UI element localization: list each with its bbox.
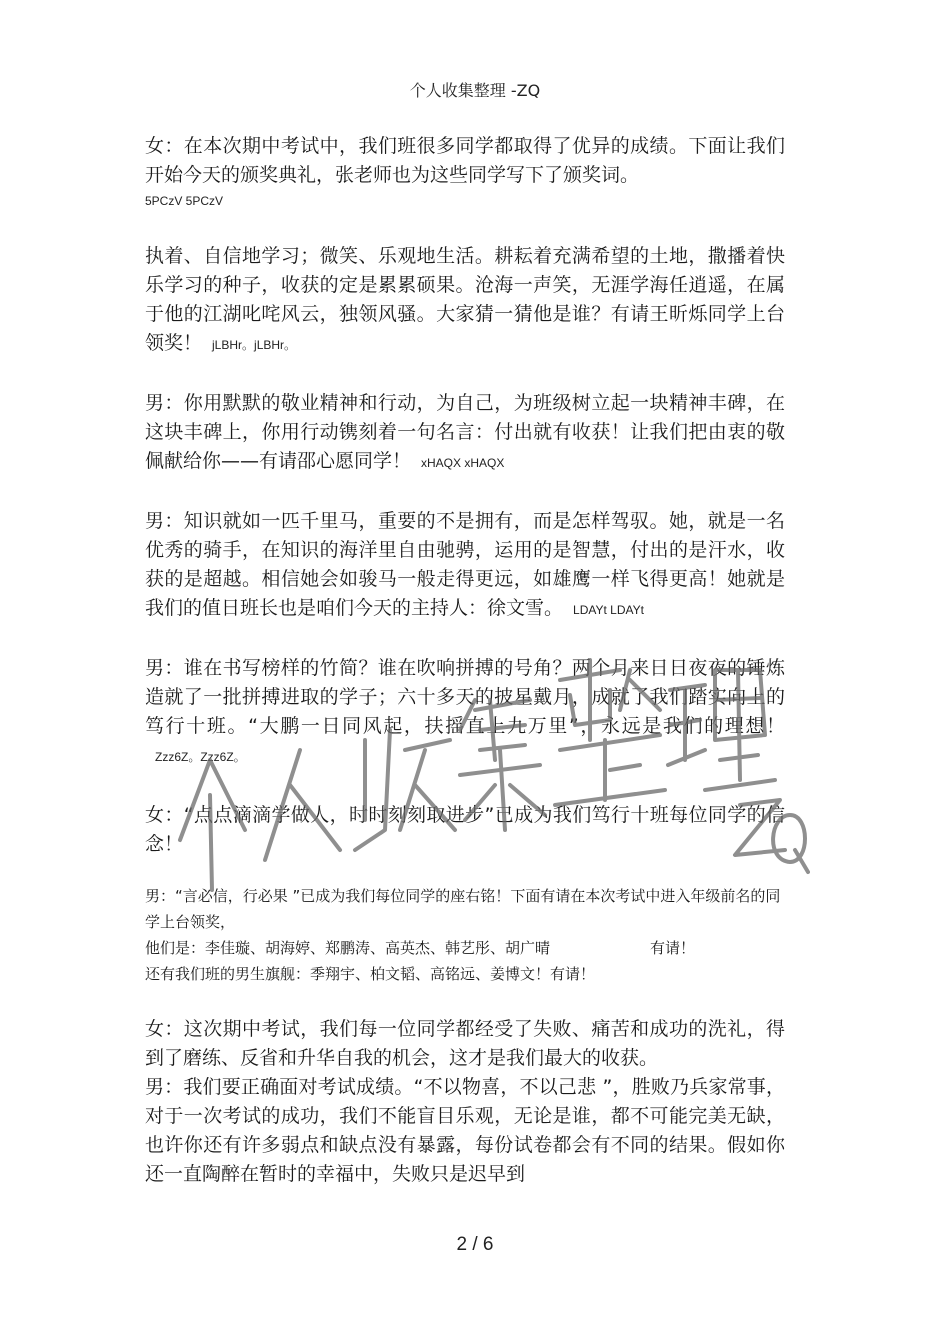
award-intro-line: 男：“言必信，行必果 ”已成为我们每位同学的座右铭！下面有请在本次考试中进入年级前名的同学上台领奖， bbox=[145, 887, 781, 931]
award-boys-line: 还有我们班的男生旗舰：季翔宇、柏文韬、高铭远、姜博文！有请！ bbox=[145, 965, 596, 983]
closing-paragraph-1: 女：这次期中考试，我们每一位同学都经受了失败、痛苦和成功的洗礼，得到了磨练、反省和升华自我的机会，这才是我们最大的收获。 bbox=[145, 1018, 785, 1069]
paragraph-1-text: 女：在本次期中考试中，我们班很多同学都取得了优异的成绩。下面让我们开始今天的颁奖典礼，张老师也为这些同学写下了颁奖词。 bbox=[145, 135, 785, 186]
page-number: 2 / 6 bbox=[456, 1234, 494, 1255]
paragraph-4-code: LDAYt LDAYt bbox=[573, 603, 644, 617]
closing-paragraph-2: 男：我们要正确面对考试成绩。“不以物喜，不以己悲 ”，胜败乃兵家常事，对于一次考试的成功，我们不能盲目乐观，无论是谁，都不可能完美无缺，也许你还有许多弱点和缺点没有暴露，每份试卷都会有不同的结果。假如你还一直陶醉在暂时的幸福中，失败只是迟早到 bbox=[145, 1076, 785, 1185]
paragraph-6-text: 女：“点点滴滴学做人，时时刻刻取进步”已成为我们笃行十班每位同学的信念！ bbox=[145, 804, 785, 855]
paragraph-1 bbox=[145, 132, 785, 212]
paragraph-3-text: 男：你用默默的敬业精神和行动，为自己，为班级树立起一块精神丰碑，在这块丰碑上，你用行动镌刻着一句名言：付出就有收获！让我们把由衷的敬佩献给你——有请邵心愿同学！ bbox=[145, 392, 785, 472]
paragraph-4-text: 男：知识就如一匹千里马，重要的不是拥有，而是怎样驾驭。她，就是一名优秀的骑手，在知识的海洋里自由驰骋，运用的是智慧，付出的是汗水，收获的是超越。相信她会如骏马一般走得更远，如雄鹰一样飞得更高！她就是我们的值日班长也是咱们今天的主持人：徐文雪。 bbox=[145, 510, 785, 619]
paragraph-5 bbox=[145, 654, 785, 772]
paragraph-3-code: xHAQX xHAQX bbox=[421, 456, 505, 470]
page-header: 个人收集整理 -ZQ bbox=[409, 81, 541, 100]
award-list-block bbox=[145, 883, 785, 987]
award-names-left: 他们是：李佳璇、胡海婷、郑鹏涛、高英杰、韩艺彤、胡广晴 bbox=[145, 939, 551, 957]
paragraph-2-code: jLBHr。jLBHr。 bbox=[212, 338, 297, 352]
paragraph-4 bbox=[145, 507, 785, 625]
award-names-right: 有请！ bbox=[650, 939, 696, 957]
paragraph-2 bbox=[145, 242, 785, 360]
paragraph-5-code: Zzz6Z。Zzz6Z。 bbox=[155, 750, 246, 764]
paragraph-3 bbox=[145, 389, 785, 478]
award-names-line bbox=[145, 935, 785, 961]
paragraph-6 bbox=[145, 801, 785, 859]
paragraph-1-code: 5PCzV 5PCzV bbox=[145, 194, 224, 208]
paragraph-5-text: 男：谁在书写榜样的竹简？谁在吹响拼搏的号角？两个月来日日夜夜的锤炼造就了一批拼搏进取的学子；六十多天的披星戴月，成就了我们踏实向上的笃行十班。“大鹏一日同风起，扶摇直上九万里”，永远是我们的理想！ bbox=[145, 657, 785, 737]
paragraph-2-text: 执着、自信地学习；微笑、乐观地生活。耕耘着充满希望的土地，撒播着快乐学习的种子，收获的定是累累硕果。沧海一声笑，无涯学海任逍遥，在属于他的江湖叱咤风云，独领风骚。大家猜一猜他是谁？有请王昕烁同学上台领奖！ bbox=[145, 245, 785, 354]
document-body bbox=[145, 132, 785, 1189]
